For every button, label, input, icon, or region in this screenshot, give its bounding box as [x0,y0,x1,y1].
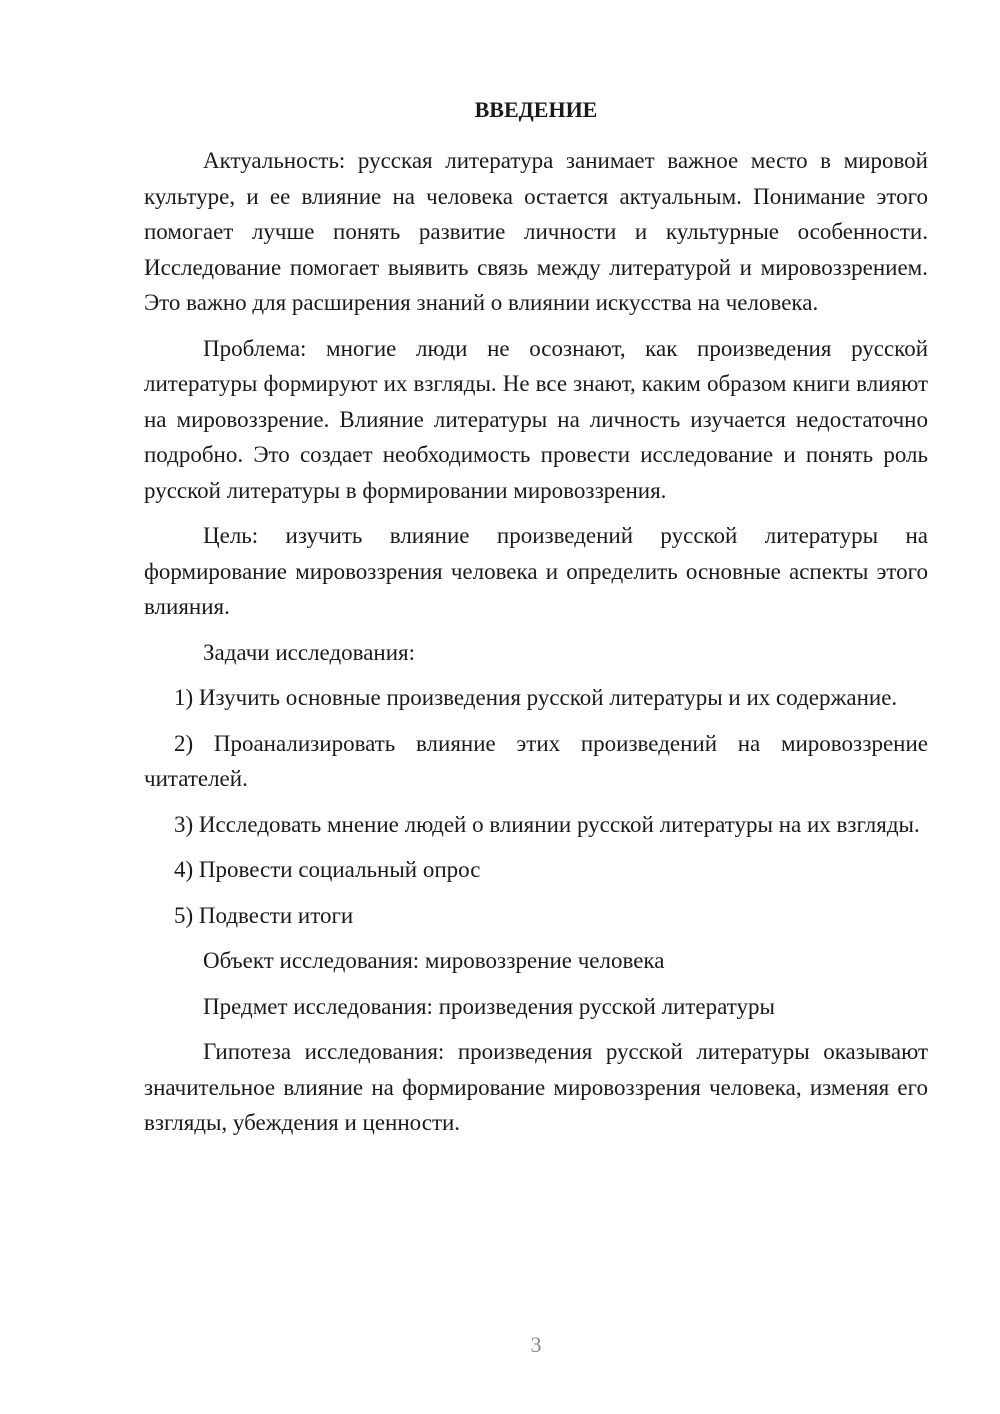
task-item: 5) Подвести итоги [174,902,354,928]
section-heading: ВВЕДЕНИЕ [474,97,598,122]
tasks-title: Задачи исследования: [203,639,416,665]
object-line: Объект исследования: мировоззрение человека [203,948,665,973]
document-page [144,90,928,1151]
page-number: 3 [530,1332,542,1357]
task-item: 2) Проанализировать влияние этих произведений на мировоззрение читателей. [144,730,928,791]
hypothesis-paragraph: Гипотеза исследования: произведения русской литературы оказывают значительное влияние на формирование мировоззрения человека, изменяя его взгляды, убеждения и ценности. [144,1039,928,1135]
subject-line: Предмет исследования: произведения русской литературы [203,993,775,1019]
task-item: 1) Изучить основные произведения русской литературы и их содержание. [174,685,898,710]
task-item: 3) Исследовать мнение людей о влиянии русской литературы на их взгляды. [174,811,920,837]
problem-paragraph: Проблема: многие люди не осознают, как произведения русской литературы формируют их взгляды. Не все знают, каким образом книги влияют на мировоззрение. Влияние литературы на личность изучается недостаточно подробно. Это создает необходимость провести исследование и понять роль русской литературы в формировании мировоззрения. [144,335,928,503]
task-item: 4) Провести социальный опрос [174,857,481,882]
goal-paragraph: Цель: изучить влияние произведений русской литературы на формирование мировоззрения человека и определить основные аспекты этого влияния. [144,523,928,619]
relevance-paragraph: Актуальность: русская литература занимает важное место в мировой культуре, и ее влияние на человека остается актуальным. Понимание этого помогает лучше понять развитие личности и культурные особенности. Исследование помогает выявить связь между литературой и мировоззрением. Это важно для расширения знаний о влиянии искусства на человека. [144,148,928,315]
